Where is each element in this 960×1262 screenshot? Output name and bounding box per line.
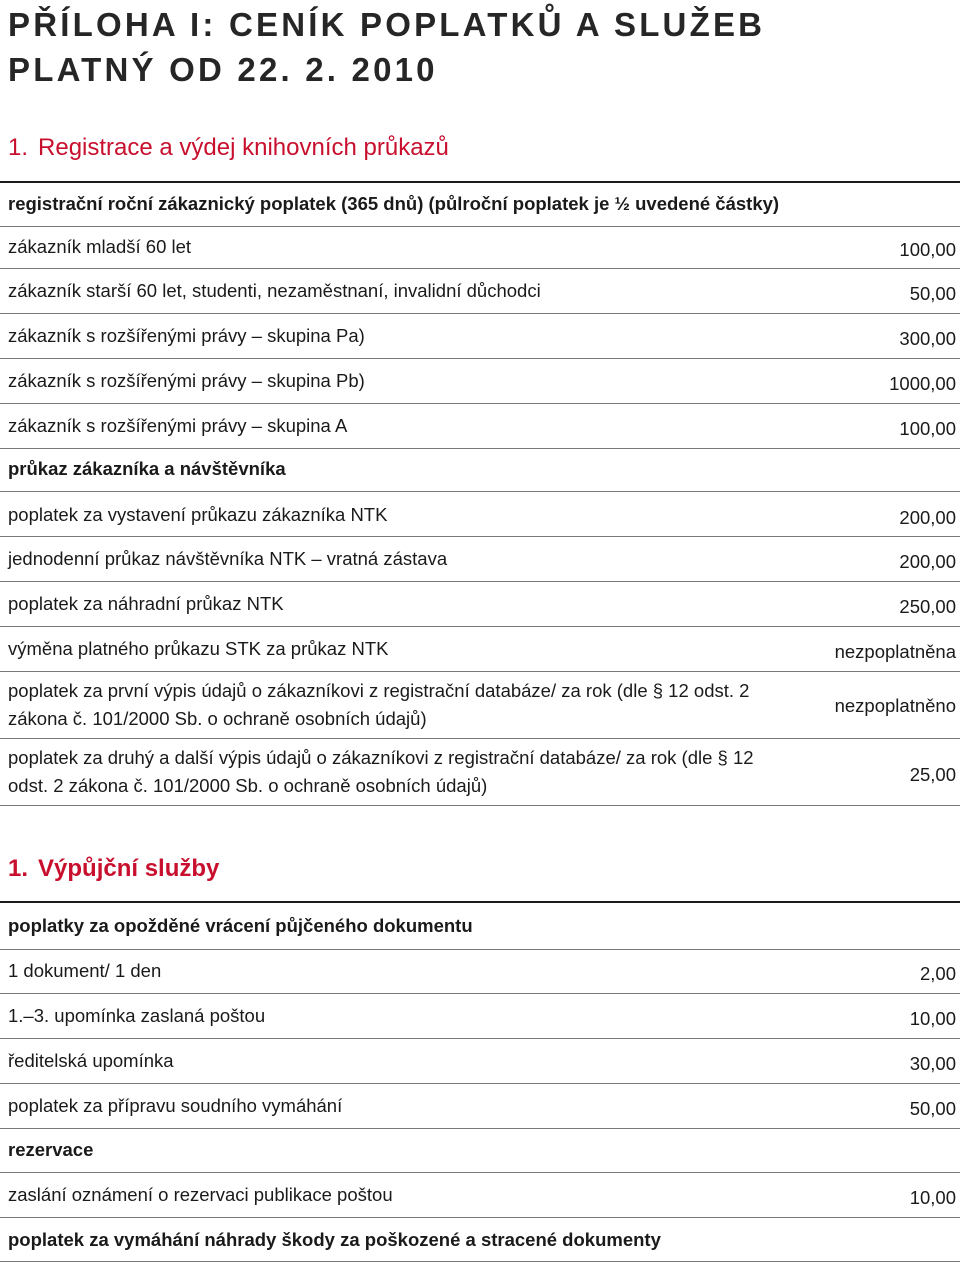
divider [0, 949, 960, 950]
page-title [8, 2, 765, 92]
divider [0, 805, 960, 806]
divider [0, 536, 960, 537]
row-price: 2,00 [919, 963, 956, 984]
row-label: zákazník s rozšířenými právy – skupina Pa) [8, 325, 365, 346]
row-label: 1 dokument/ 1 den [8, 960, 162, 981]
divider [0, 901, 960, 903]
row-price: 1000,00 [889, 373, 956, 394]
group-title: poplatek za vymáhání náhrady škody za poškozené a stracené dokumenty [8, 1229, 661, 1250]
row-price: 200,00 [899, 551, 956, 572]
divider [0, 491, 960, 492]
group-title: průkaz zákazníka a návštěvníka [8, 458, 286, 479]
row-price: 10,00 [909, 1187, 956, 1208]
table-row [8, 677, 956, 733]
table-row [8, 744, 956, 800]
divider [0, 1217, 960, 1218]
section-number: 1. [8, 134, 29, 161]
divider [0, 448, 960, 449]
title-line-2: PLATNÝ OD 22. 2. 2010 [8, 51, 438, 88]
title-line-1: PŘÍLOHA I: CENÍK POPLATKŮ A SLUŽEB [8, 6, 766, 43]
row-label: zákazník s rozšířenými právy – skupina Pb) [8, 370, 365, 391]
divider [0, 738, 960, 739]
row-price: 100,00 [899, 418, 956, 439]
row-price: 50,00 [909, 283, 956, 304]
section-number: 1. [8, 855, 29, 882]
group-title: poplatky za opožděné vrácení půjčeného dokumentu [8, 915, 473, 936]
row-price: 50,00 [909, 1098, 956, 1119]
divider [0, 1038, 960, 1039]
divider [0, 226, 960, 227]
row-price: nezpoplatněno [834, 695, 956, 716]
row-label: jednodenní průkaz návštěvníka NTK – vratná zástava [8, 548, 448, 569]
row-label: zákazník mladší 60 let [8, 236, 192, 257]
divider [0, 1083, 960, 1084]
row-price: 200,00 [899, 507, 956, 528]
divider [0, 993, 960, 994]
section-heading-registration [8, 133, 449, 163]
row-label: výměna platného průkazu STK za průkaz NTK [8, 638, 389, 659]
divider [0, 268, 960, 269]
divider [0, 626, 960, 627]
row-label: zákazník starší 60 let, studenti, nezaměstnaní, invalidní důchodci [8, 280, 541, 301]
row-label: ředitelská upomínka [8, 1050, 174, 1071]
divider [0, 313, 960, 314]
group-title: registrační roční zákaznický poplatek (365 dnů) (půlroční poplatek je ½ uvedené částky) [8, 193, 780, 214]
row-price: 250,00 [899, 596, 956, 617]
divider [0, 671, 960, 672]
row-label: zákazník s rozšířenými právy – skupina A [8, 415, 348, 436]
row-price: 300,00 [899, 328, 956, 349]
row-label: poplatek za vystavení průkazu zákazníka NTK [8, 504, 388, 525]
divider [0, 581, 960, 582]
row-price: 10,00 [909, 1008, 956, 1029]
divider [0, 403, 960, 404]
divider [0, 181, 960, 183]
divider [0, 1128, 960, 1129]
row-label: poplatek za druhý a další výpis údajů o zákazníkovi z registrační databáze/ za rok (dle § 12 odst. 2 zákona č. 101/2000 Sb. o ochraně osobních údajů) [8, 747, 754, 796]
divider [0, 358, 960, 359]
divider [0, 1172, 960, 1173]
row-price: 30,00 [909, 1053, 956, 1074]
section-title: Výpůjční služby [38, 855, 220, 882]
row-price: 100,00 [899, 239, 956, 260]
row-label: poplatek za první výpis údajů o zákazníkovi z registrační databáze/ za rok (dle § 12 odst. 2 zákona č. 101/2000 Sb. o ochraně osobních údajů) [8, 680, 750, 729]
row-label: poplatek za náhradní průkaz NTK [8, 593, 284, 614]
row-price: nezpoplatněna [834, 641, 956, 662]
row-label: poplatek za přípravu soudního vymáhání [8, 1095, 343, 1116]
section-heading-lending [8, 854, 219, 884]
row-label: zaslání oznámení o rezervaci publikace poštou [8, 1184, 393, 1205]
row-price: 25,00 [909, 764, 956, 785]
row-label: 1.–3. upomínka zaslaná poštou [8, 1005, 266, 1026]
section-title: Registrace a výdej knihovních průkazů [38, 134, 449, 161]
group-title: rezervace [8, 1139, 94, 1160]
